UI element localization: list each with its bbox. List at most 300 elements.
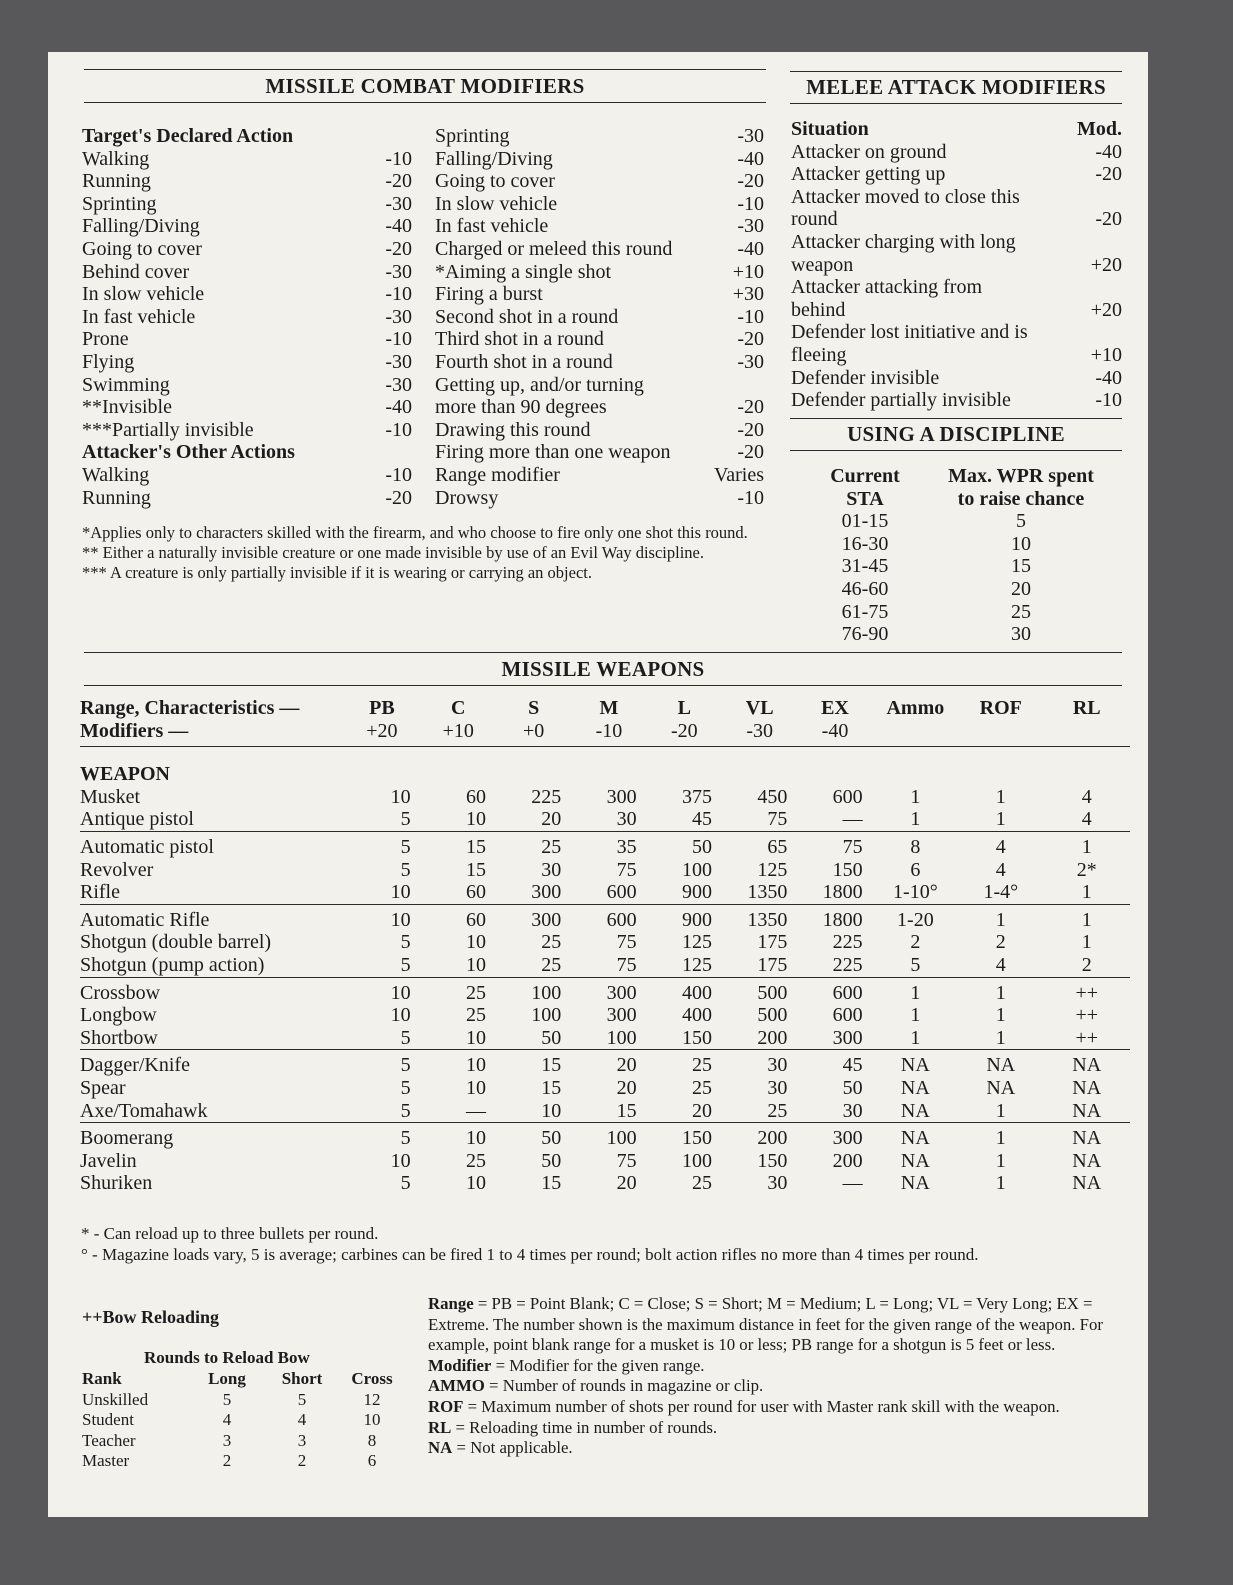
weapon-cell: 450 xyxy=(757,785,788,808)
bow-value: 5 xyxy=(222,1389,232,1409)
missile-mod-row xyxy=(435,396,764,419)
weapon-cell: 1 xyxy=(873,977,958,1004)
missile-mod-row xyxy=(82,419,412,442)
missile-mod-label: Range modifier xyxy=(435,463,560,486)
weapon-label-row xyxy=(80,747,1130,786)
legend-range xyxy=(428,1294,1148,1356)
mod-c: +10 xyxy=(421,720,496,747)
melee-mod-row xyxy=(791,389,1122,412)
missile-mod-value: -10 xyxy=(737,305,764,328)
weapon-cell: 1-4° xyxy=(983,881,1019,904)
missile-mod-label: ***Partially invisible xyxy=(82,418,254,441)
weapon-cell: 100 xyxy=(681,858,712,881)
weapon-cell: 60 xyxy=(421,904,496,931)
bow-value: 8 xyxy=(367,1430,377,1450)
missile-mod-row xyxy=(82,283,412,306)
weapon-cell: 20 xyxy=(616,1076,637,1099)
disc-wpr: 25 xyxy=(1011,600,1031,623)
weapon-cell: 1 xyxy=(958,977,1043,1004)
missile-mod-label: Running xyxy=(82,170,151,193)
missile-mod-row xyxy=(435,170,764,193)
weapon-cell: 150 xyxy=(757,1149,788,1172)
weapon-cell: — xyxy=(842,808,863,831)
discipline-table xyxy=(810,465,1122,646)
weapon-cell: NA xyxy=(1043,1123,1130,1150)
weapon-cell: 150 xyxy=(647,1123,722,1150)
missile-mod-label: Sprinting xyxy=(82,192,157,215)
weapon-cell: NA xyxy=(873,1050,958,1077)
bow-value: 3 xyxy=(222,1430,232,1450)
missile-mod-value: -20 xyxy=(737,328,764,351)
missile-mod-label: Third shot in a round xyxy=(435,328,604,351)
weapon-cell: 5 xyxy=(400,931,411,954)
weapon-name: Spear xyxy=(80,1076,126,1099)
weapon-cell: 10 xyxy=(390,1004,411,1027)
missile-mod-row xyxy=(82,238,412,261)
weapon-cell: 1 xyxy=(1043,904,1130,931)
weapon-cell: 5 xyxy=(400,1099,411,1122)
legend-rl-term: RL xyxy=(428,1417,452,1437)
weapon-cell: 1800 xyxy=(822,881,863,904)
mod-vl: -30 xyxy=(722,720,797,747)
weapon-cell: 4 xyxy=(1081,785,1092,808)
attacker-mod-label: Running xyxy=(82,486,151,509)
missile-mod-label: *Aiming a single shot xyxy=(435,260,612,283)
weapon-row xyxy=(80,808,1130,831)
weapon-row xyxy=(80,859,1130,882)
col-rl: RL xyxy=(1072,697,1101,719)
missile-mod-label: Second shot in a round xyxy=(435,305,619,328)
missile-mod-label: **Invisible xyxy=(82,396,172,419)
missile-mod-label: Falling/Diving xyxy=(82,215,200,238)
bow-rank: Unskilled xyxy=(82,1389,149,1409)
missile-mod-value: -10 xyxy=(737,192,764,215)
missile-mod-label: In fast vehicle xyxy=(82,305,196,328)
legend-na xyxy=(428,1438,1148,1459)
melee-mod-label: Attacker attacking from behind xyxy=(791,276,983,321)
missile-col2 xyxy=(435,125,764,509)
weapon-cell: 50 xyxy=(541,1149,562,1172)
disc-sta: 16-30 xyxy=(841,532,889,555)
weapon-cell: 30 xyxy=(842,1099,863,1122)
weapon-name: Javelin xyxy=(80,1149,137,1172)
weapon-cell: 1 xyxy=(995,1149,1006,1172)
weapon-cell: 1 xyxy=(995,785,1006,808)
missile-mod-row xyxy=(435,283,764,306)
weapon-label: WEAPON xyxy=(80,763,170,786)
missile-mod-row xyxy=(435,419,764,442)
legend-rl-text: = Reloading time in number of rounds. xyxy=(451,1417,718,1437)
weapon-cell: 4 xyxy=(958,831,1043,858)
weapon-cell: NA xyxy=(986,1076,1016,1099)
weapon-cell: 400 xyxy=(647,977,722,1004)
weapon-cell: 20 xyxy=(571,1050,646,1077)
bow-rank: Student xyxy=(82,1410,134,1429)
weapon-cell: 10 xyxy=(343,904,420,931)
weapon-cell: 225 xyxy=(832,931,863,954)
melee-mod-label: Defender invisible xyxy=(791,366,940,389)
discipline-header-2 xyxy=(810,488,1122,511)
weapon-cell: 4 xyxy=(995,858,1006,881)
disc-h1a: Current xyxy=(830,465,900,487)
disc-wpr: 30 xyxy=(1011,623,1031,646)
weapon-cell: 75 xyxy=(616,858,637,881)
col1-header: Target's Declared Action xyxy=(82,125,294,147)
note-1: *Applies only to characters skilled with the firearm, and who choose to fire only one shot this round. xyxy=(82,523,748,542)
weapon-cell: 1 xyxy=(995,1026,1006,1049)
weapon-cell: 150 xyxy=(832,858,863,881)
weapon-cell: 300 xyxy=(832,1026,863,1049)
bow-h-short: Short xyxy=(281,1369,323,1388)
weapon-cell: 8 xyxy=(873,831,958,858)
weapon-cell: 900 xyxy=(647,904,722,931)
weapon-cell: 400 xyxy=(681,1004,712,1027)
weapon-cell: 65 xyxy=(722,831,797,858)
weapon-name: Shotgun (double barrel) xyxy=(80,931,272,954)
weapon-row xyxy=(80,954,1130,977)
weapon-cell: 30 xyxy=(767,1076,788,1099)
weapon-cell: 300 xyxy=(606,785,637,808)
missile-mod-label: Drawing this round xyxy=(435,418,591,441)
weapon-cell: 300 xyxy=(571,977,646,1004)
weapon-cell: 1 xyxy=(910,808,921,831)
weapon-cell: 125 xyxy=(757,858,788,881)
missile-mod-label: Going to cover xyxy=(435,170,555,193)
weapon-cell: 20 xyxy=(691,1099,712,1122)
weapon-cell: 1 xyxy=(910,1026,921,1049)
missile-mod-value: -20 xyxy=(385,237,412,260)
weapon-cell: 1350 xyxy=(722,904,797,931)
legend-ammo-text: = Number of rounds in magazine or clip. xyxy=(484,1376,764,1396)
missile-mod-row xyxy=(82,374,412,397)
weapon-row xyxy=(80,1172,1130,1195)
discipline-top-rule xyxy=(790,418,1122,419)
legend-rof-text: = Maximum number of shots per round for user with Master rank skill with the weapon. xyxy=(463,1396,1060,1416)
weapon-cell: 10 xyxy=(390,1149,411,1172)
weapon-cell: 175 xyxy=(757,931,788,954)
missile-mod-label: Sprinting xyxy=(435,125,510,147)
col-l: L xyxy=(677,697,691,719)
melee-mod-row xyxy=(791,276,1122,321)
range-legend xyxy=(428,1294,1148,1459)
weapon-cell: 100 xyxy=(531,1004,562,1027)
melee-header-situation: Situation xyxy=(791,118,869,140)
legend-modifier xyxy=(428,1356,1148,1377)
melee-table xyxy=(791,118,1122,412)
discipline-row xyxy=(810,578,1122,601)
missile-mod-value: -40 xyxy=(737,237,764,260)
missile-mod-value: -30 xyxy=(385,350,412,373)
weapon-cell: 1 xyxy=(995,808,1006,831)
disc-sta: 46-60 xyxy=(841,577,889,600)
legend-modifier-term: Modifier xyxy=(428,1355,492,1375)
missile-mod-label: Drowsy xyxy=(435,486,499,509)
col1-header2: Attacker's Other Actions xyxy=(82,441,295,464)
legend-rl xyxy=(428,1418,1148,1439)
weapon-cell: 20 xyxy=(616,1172,637,1195)
weapon-name: Musket xyxy=(80,785,140,808)
disc-wpr: 20 xyxy=(1011,577,1031,600)
weapon-cell: 30 xyxy=(722,1050,797,1077)
missile-mod-value: Varies xyxy=(714,463,764,486)
missile-weapons-table xyxy=(80,697,1130,1195)
weapon-cell: 25 xyxy=(691,1076,712,1099)
weapon-cell: 150 xyxy=(681,1026,712,1049)
bow-rank: Master xyxy=(82,1451,130,1470)
missile-mod-row xyxy=(435,441,764,464)
weapon-row xyxy=(80,786,1130,809)
weapon-cell: 60 xyxy=(465,785,486,808)
weapon-cell: NA xyxy=(873,1123,958,1150)
missile-mod-label: Swimming xyxy=(82,373,170,396)
weapon-name: Shotgun (pump action) xyxy=(80,953,265,976)
weapon-cell: 300 xyxy=(606,1004,637,1027)
disc-wpr: 15 xyxy=(1011,555,1031,578)
weapon-cell: 25 xyxy=(541,953,562,976)
missile-mod-value: -40 xyxy=(385,215,412,238)
weapon-cell: 75 xyxy=(616,931,637,954)
weapon-cell: 25 xyxy=(541,931,562,954)
weapon-cell: 50 xyxy=(541,1026,562,1049)
weapon-cell: 15 xyxy=(496,1050,571,1077)
weapon-cell: ++ xyxy=(1075,1004,1099,1027)
weapon-cell: 25 xyxy=(691,1172,712,1195)
weapon-name: Rifle xyxy=(80,881,120,904)
weapon-cell: 10 xyxy=(465,1172,486,1195)
bow-row xyxy=(82,1451,402,1472)
bow-value: 12 xyxy=(363,1389,381,1409)
missile-mod-label: Going to cover xyxy=(82,237,202,260)
col-pb: PB xyxy=(369,697,395,719)
bow-row xyxy=(82,1390,402,1411)
missile-mod-row xyxy=(435,261,764,284)
weapon-cell: 200 xyxy=(832,1149,863,1172)
missile-mod-value: -30 xyxy=(385,305,412,328)
bow-value: 2 xyxy=(222,1451,232,1470)
melee-mod-value: -40 xyxy=(1095,366,1122,389)
weapon-cell: 25 xyxy=(647,1050,722,1077)
weapon-cell: 100 xyxy=(606,1026,637,1049)
weapon-cell: NA xyxy=(900,1149,930,1172)
weapon-cell: 1-10° xyxy=(893,881,938,904)
weapon-cell: 125 xyxy=(681,931,712,954)
bow-reloading-table xyxy=(82,1369,402,1472)
missile-mod-row xyxy=(435,464,764,487)
melee-mod-row xyxy=(791,231,1122,276)
melee-header-mod: Mod. xyxy=(1077,118,1122,140)
missile-mod-label: Falling/Diving xyxy=(435,147,553,170)
disc-sta: 31-45 xyxy=(841,555,889,578)
missile-mod-value: -20 xyxy=(737,396,764,419)
weapon-cell: 2 xyxy=(910,931,921,954)
bow-header-row xyxy=(82,1369,402,1390)
weapon-cell: 1350 xyxy=(747,881,788,904)
col-ammo: Ammo xyxy=(886,697,945,719)
weapon-row xyxy=(80,977,1130,1004)
missile-mod-label: In slow vehicle xyxy=(82,283,205,306)
weapon-cell: 1-20 xyxy=(873,904,958,931)
attacker-mod-row xyxy=(82,464,412,487)
melee-title: MELEE ATTACK MODIFIERS xyxy=(806,75,1106,99)
weapon-cell: 15 xyxy=(421,831,496,858)
missile-combat-title: MISSILE COMBAT MODIFIERS xyxy=(265,74,585,98)
weapon-cell: 1 xyxy=(910,785,921,808)
weapon-name: Shuriken xyxy=(80,1172,153,1195)
weapon-cell: 15 xyxy=(541,1076,562,1099)
weapon-cell: 200 xyxy=(757,1026,788,1049)
discipline-row xyxy=(810,623,1122,646)
top-rule xyxy=(84,69,766,70)
weapon-cell: 10 xyxy=(421,1050,496,1077)
missile-mod-value: -20 xyxy=(737,170,764,193)
bow-h-rank: Rank xyxy=(82,1369,122,1388)
discipline-row xyxy=(810,510,1122,533)
missile-mod-value: -10 xyxy=(737,486,764,509)
weapon-cell: 15 xyxy=(616,1099,637,1122)
weapon-cell: ++ xyxy=(1075,1026,1099,1049)
weapon-name: Longbow xyxy=(80,1004,157,1027)
weapon-cell: NA xyxy=(900,1172,930,1195)
rulebook-page xyxy=(48,52,1148,1517)
weapon-cell: 600 xyxy=(571,904,646,931)
weapon-cell: ++ xyxy=(1043,977,1130,1004)
attacker-mod-row xyxy=(82,487,412,510)
missile-mod-label: more than 90 degrees xyxy=(435,396,607,419)
legend-ammo-term: AMMO xyxy=(428,1376,485,1396)
bow-h-cross: Cross xyxy=(351,1369,393,1388)
disc-h2b: to raise chance xyxy=(957,487,1085,510)
weapon-row xyxy=(80,1004,1130,1027)
weapon-cell: 30 xyxy=(616,808,637,831)
missile-mod-label: Getting up, and/or turning xyxy=(435,373,644,396)
weapon-cell: 600 xyxy=(832,785,863,808)
legend-rof xyxy=(428,1397,1148,1418)
legend-na-term: NA xyxy=(428,1438,453,1458)
missile-col1 xyxy=(82,125,412,509)
weapon-cell: 5 xyxy=(400,1026,411,1049)
weapon-name: Automatic pistol xyxy=(80,831,343,858)
weapon-cell: 5 xyxy=(343,831,420,858)
weapon-row xyxy=(80,831,1130,858)
weapon-cell: 6 xyxy=(910,858,921,881)
weapon-cell: 5 xyxy=(400,1076,411,1099)
footnote-2: ° - Magazine loads vary, 5 is average; carbines can be fired 1 to 4 times per round; bolt action rifles no more than 4 times per round. xyxy=(81,1245,979,1264)
col-vl: VL xyxy=(745,697,774,719)
missile-mod-row xyxy=(435,306,764,329)
note-3: *** A creature is only partially invisible if it is wearing or carrying an object. xyxy=(82,563,592,582)
weapon-row xyxy=(80,1050,1130,1077)
weapon-cell: 10 xyxy=(390,881,411,904)
weapon-name: Revolver xyxy=(80,858,154,881)
weapon-row xyxy=(80,904,1130,931)
missile-notes xyxy=(82,523,772,583)
discipline-row xyxy=(810,555,1122,578)
mod-m: -10 xyxy=(571,720,646,747)
weapon-cell: 45 xyxy=(797,1050,872,1077)
weapon-cell: 5 xyxy=(400,858,411,881)
weapon-cell: 1 xyxy=(995,1099,1006,1122)
disc-h2a: Max. WPR spent xyxy=(948,465,1094,487)
missile-mod-row xyxy=(82,193,412,216)
missile-mod-label: Charged or meleed this round xyxy=(435,237,673,260)
missile-mod-value: -30 xyxy=(737,125,764,147)
weapon-cell: 5 xyxy=(343,1123,420,1150)
weapon-cell: 300 xyxy=(531,881,562,904)
weapon-cell: 225 xyxy=(531,785,562,808)
missile-mod-row xyxy=(435,215,764,238)
missile-mod-value: -30 xyxy=(737,350,764,373)
weapon-cell: 2 xyxy=(1081,953,1092,976)
title-rule xyxy=(84,102,766,103)
disc-sta: 01-15 xyxy=(841,510,889,533)
bow-h-long: Long xyxy=(208,1369,246,1388)
weapon-cell: 15 xyxy=(465,858,486,881)
attacker-mod-value: -20 xyxy=(385,486,412,509)
weapon-cell: 1 xyxy=(1043,831,1130,858)
legend-na-text: = Not applicable. xyxy=(452,1438,573,1458)
weapon-cell: 75 xyxy=(616,953,637,976)
weapon-cell: 5 xyxy=(343,1050,420,1077)
missile-mod-row xyxy=(435,328,764,351)
weapon-cell: 25 xyxy=(496,831,571,858)
weapon-cell: 10 xyxy=(465,931,486,954)
weapon-cell: 100 xyxy=(681,1149,712,1172)
weapon-cell: 30 xyxy=(541,858,562,881)
melee-mod-value: -20 xyxy=(1095,208,1122,231)
header-label-2: Modifiers — xyxy=(80,720,343,747)
melee-mod-row xyxy=(791,163,1122,186)
weapon-cell: 50 xyxy=(496,1123,571,1150)
weapon-cell: 10 xyxy=(465,1026,486,1049)
missile-mod-label: Prone xyxy=(82,328,129,351)
weapon-cell: NA xyxy=(1043,1050,1130,1077)
weapon-name: Crossbow xyxy=(80,977,343,1004)
weapons-top-rule xyxy=(84,652,1122,653)
attacker-mod-label: Walking xyxy=(82,463,150,486)
discipline-title: USING A DISCIPLINE xyxy=(847,422,1065,446)
weapon-cell: 100 xyxy=(496,977,571,1004)
col2-rows xyxy=(435,125,764,509)
weapon-cell: 900 xyxy=(681,881,712,904)
missile-mod-row xyxy=(82,396,412,419)
weapon-cell: 35 xyxy=(571,831,646,858)
weapon-cell: 500 xyxy=(757,1004,788,1027)
discipline-header xyxy=(810,465,1122,488)
weapon-cell: 225 xyxy=(832,953,863,976)
weapon-cell: 45 xyxy=(691,808,712,831)
weapon-cell: 25 xyxy=(465,1004,486,1027)
missile-mod-row xyxy=(435,238,764,261)
melee-mod-label: Attacker charging with long weapon xyxy=(791,230,1016,276)
weapon-cell: 600 xyxy=(797,977,872,1004)
weapon-cell: — xyxy=(842,1172,863,1195)
missile-mod-label: Flying xyxy=(82,350,135,373)
weapon-cell: 75 xyxy=(616,1149,637,1172)
missile-mod-value: -40 xyxy=(385,396,412,419)
bow-rank: Teacher xyxy=(82,1430,136,1450)
discipline-title-rule xyxy=(790,450,1122,451)
bow-row xyxy=(82,1431,402,1452)
footnote-1: * - Can reload up to three bullets per round. xyxy=(81,1224,379,1243)
disc-sta: 61-75 xyxy=(841,600,889,623)
melee-mod-row xyxy=(791,141,1122,164)
weapon-row xyxy=(80,1077,1130,1100)
missile-mod-row xyxy=(435,125,764,148)
missile-mod-row xyxy=(82,170,412,193)
melee-mod-label: Attacker getting up xyxy=(791,163,946,186)
melee-mod-row xyxy=(791,321,1122,366)
bow-reloading-subtitle: Rounds to Reload Bow xyxy=(144,1348,310,1367)
